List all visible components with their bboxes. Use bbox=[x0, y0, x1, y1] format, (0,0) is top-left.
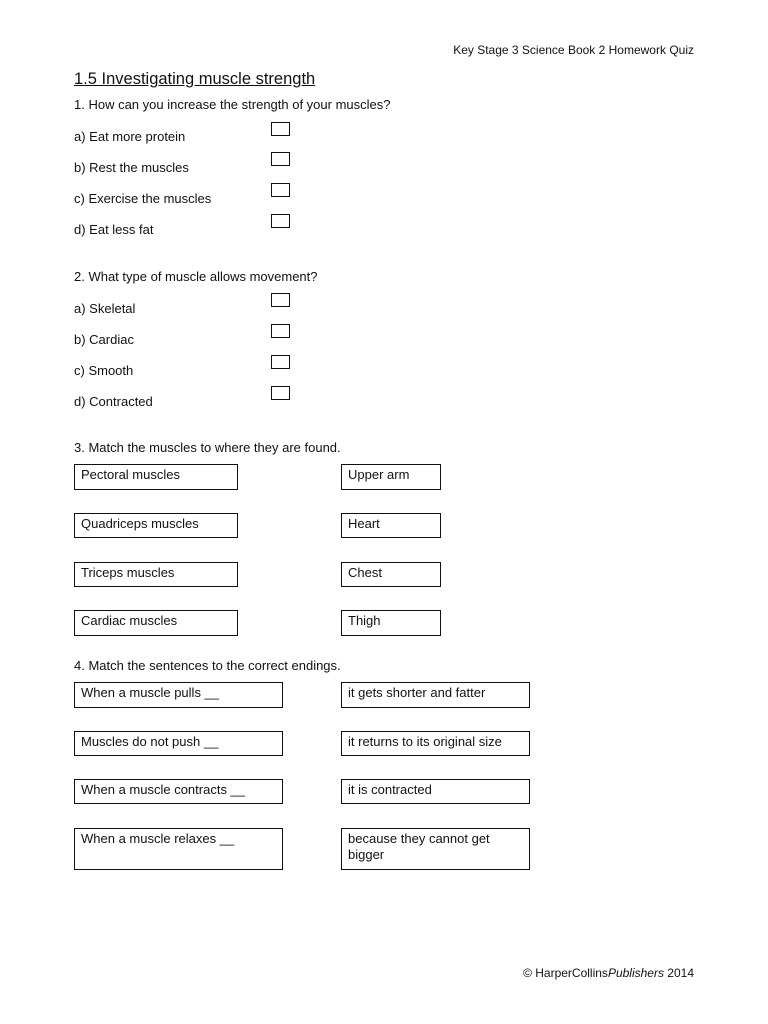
q3-muscle-box[interactable]: Cardiac muscles bbox=[74, 610, 238, 636]
q4-ending-box[interactable]: it returns to its original size bbox=[341, 731, 530, 756]
q4-sentence-box[interactable]: When a muscle contracts __ bbox=[74, 779, 283, 804]
question-1: 1. How can you increase the strength of your muscles? bbox=[74, 97, 391, 112]
q3-muscle-box[interactable]: Quadriceps muscles bbox=[74, 513, 238, 538]
q2-option-b: b) Cardiac bbox=[74, 332, 134, 347]
q1-checkbox-d[interactable] bbox=[271, 214, 290, 228]
q4-ending-box[interactable]: because they cannot get bigger bbox=[341, 828, 530, 870]
q3-muscle-box[interactable]: Pectoral muscles bbox=[74, 464, 238, 490]
q1-option-d: d) Eat less fat bbox=[74, 222, 154, 237]
q3-muscle-box[interactable]: Triceps muscles bbox=[74, 562, 238, 587]
q2-option-d: d) Contracted bbox=[74, 394, 153, 409]
page-title: 1.5 Investigating muscle strength bbox=[74, 70, 316, 88]
q1-checkbox-b[interactable] bbox=[271, 152, 290, 166]
q2-checkbox-b[interactable] bbox=[271, 324, 290, 338]
q2-checkbox-c[interactable] bbox=[271, 355, 290, 369]
question-2: 2. What type of muscle allows movement? bbox=[74, 269, 318, 284]
q4-ending-box[interactable]: it is contracted bbox=[341, 779, 530, 804]
q4-sentence-box[interactable]: When a muscle relaxes __ bbox=[74, 828, 283, 870]
q3-location-box[interactable]: Thigh bbox=[341, 610, 441, 636]
copyright-publishers: Publishers bbox=[607, 966, 664, 980]
page-header: Key Stage 3 Science Book 2 Homework Quiz bbox=[453, 43, 694, 57]
copyright-prefix: © HarperCollins bbox=[523, 966, 608, 980]
q1-option-a: a) Eat more protein bbox=[74, 129, 186, 144]
q4-sentence-box[interactable]: When a muscle pulls __ bbox=[74, 682, 283, 708]
question-3: 3. Match the muscles to where they are found. bbox=[74, 440, 341, 455]
copyright-footer bbox=[523, 966, 694, 980]
q2-option-c: c) Smooth bbox=[74, 363, 134, 378]
question-4: 4. Match the sentences to the correct endings. bbox=[74, 658, 341, 673]
q3-location-box[interactable]: Heart bbox=[341, 513, 441, 538]
q2-checkbox-d[interactable] bbox=[271, 386, 290, 400]
copyright-year: 2014 bbox=[663, 966, 694, 980]
q1-checkbox-c[interactable] bbox=[271, 183, 290, 197]
q3-location-box[interactable]: Chest bbox=[341, 562, 441, 587]
q1-option-b: b) Rest the muscles bbox=[74, 160, 189, 175]
q3-location-box[interactable]: Upper arm bbox=[341, 464, 441, 490]
q4-sentence-box[interactable]: Muscles do not push __ bbox=[74, 731, 283, 756]
q1-option-c: c) Exercise the muscles bbox=[74, 191, 212, 206]
q2-checkbox-a[interactable] bbox=[271, 293, 290, 307]
q1-checkbox-a[interactable] bbox=[271, 122, 290, 136]
q2-option-a: a) Skeletal bbox=[74, 301, 136, 316]
q4-ending-box[interactable]: it gets shorter and fatter bbox=[341, 682, 530, 708]
